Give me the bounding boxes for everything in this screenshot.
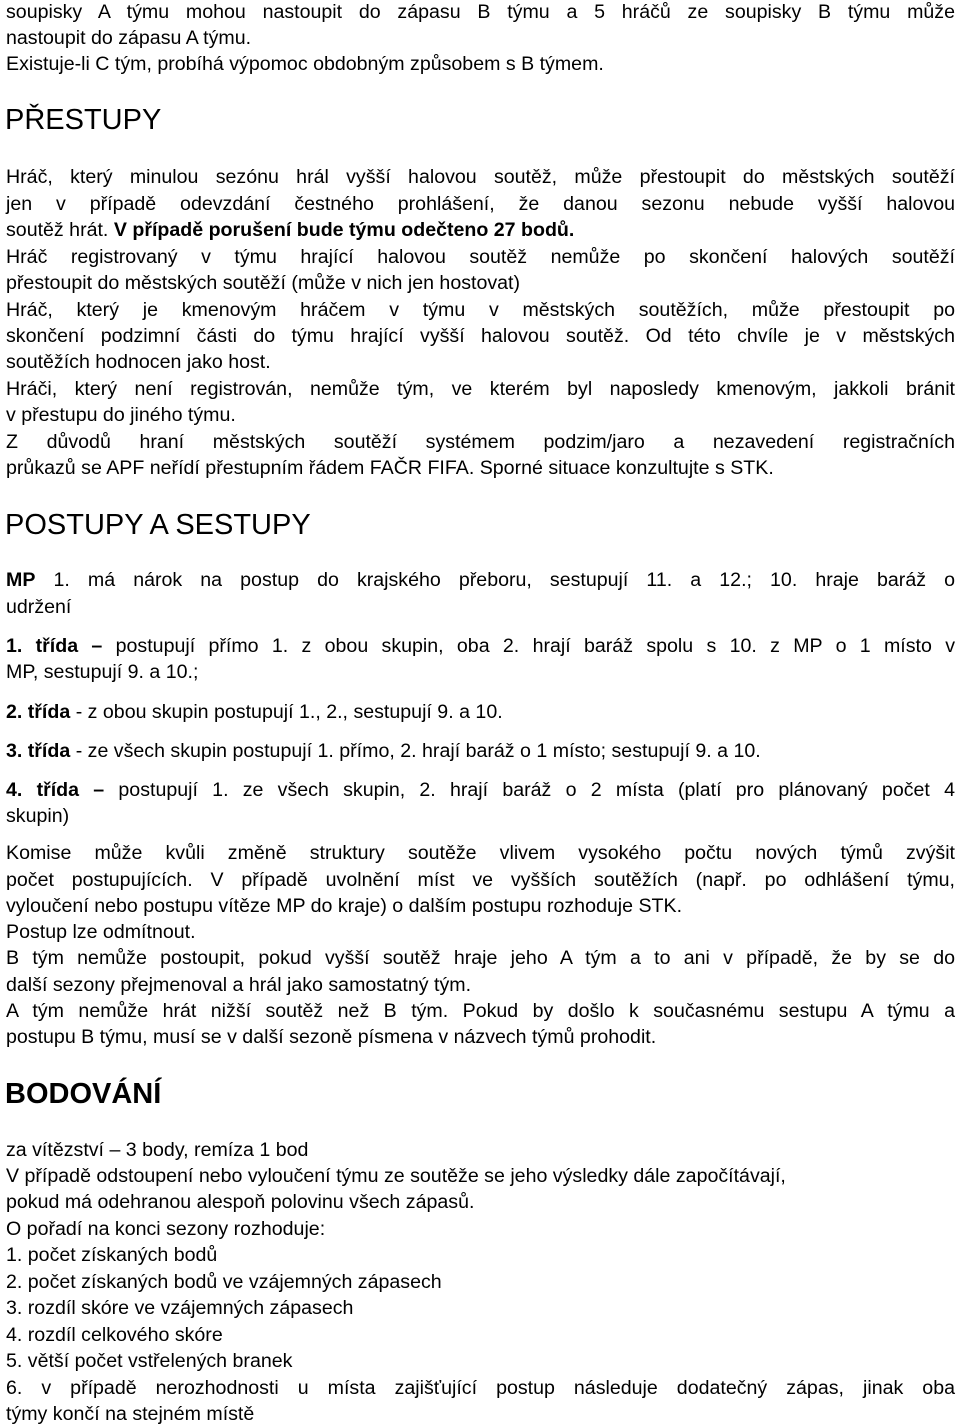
section-heading-prestupy: PŘESTUPY <box>5 104 162 136</box>
league-label: 2. třída <box>6 701 71 723</box>
ranking-criterion: 5. větší počet vstřelených branek <box>6 1350 293 1372</box>
paragraph-line: v přestupu do jiného týmu. <box>6 404 236 426</box>
league-rule-text: - ze všech skupin postupují 1. přímo, 2. hrají baráž o 1 místo; sestupují 9. a 10. <box>70 740 761 762</box>
league-label: 3. třída <box>6 740 71 762</box>
ranking-criterion: týmy končí na stejném místě <box>6 1403 255 1425</box>
league-rule-t1 <box>6 634 955 658</box>
paragraph-line: postupu B týmu, musí se v další sezoně písmena v názvech týmů prohodit. <box>6 1026 657 1048</box>
paragraph-line: Postup lze odmítnout. <box>6 921 196 943</box>
paragraph-line: Hráč registrovaný v týmu hrající halovou soutěž nemůže po skončení halových soutěží <box>6 246 955 268</box>
ranking-criterion: 3. rozdíl skóre ve vzájemných zápasech <box>6 1297 354 1319</box>
league-rule-t1-cont: MP, sestupují 9. a 10.; <box>6 661 199 683</box>
paragraph-line: Hráč, který je kmenovým hráčem v týmu v městských soutěžích, může přestoupit po <box>6 299 955 321</box>
league-rule-text: postupují 1. ze všech skupin, 2. hrají baráž o 2 místa (platí pro plánovaný počet 4 <box>104 779 955 801</box>
intro-line: Existuje-li C tým, probíhá výpomoc obdobným způsobem s B týmem. <box>6 53 604 75</box>
paragraph-line: Hráč, který minulou sezónu hrál vyšší halovou soutěž, může přestoupit do městských soutěží <box>6 166 955 188</box>
paragraph-line: jen v případě odevzdání čestného prohlášení, že danou sezonu nebude vyšší halovou <box>6 193 955 215</box>
ranking-criterion: 2. počet získaných bodů ve vzájemných zápasech <box>6 1271 442 1293</box>
paragraph-line: B tým nemůže postoupit, pokud vyšší soutěž hraje jeho A tým a to ani v případě, že by se do <box>6 947 955 969</box>
penalty-notice: V případě porušení bude týmu odečteno 27 bodů. <box>113 219 575 241</box>
league-rule-t4-cont: skupin) <box>6 805 70 827</box>
paragraph-line: Z důvodů hraní městských soutěží systémem podzim/jaro a nezavedení registračních <box>6 431 955 453</box>
paragraph-line <box>6 218 574 242</box>
paragraph-line: O pořadí na konci sezony rozhoduje: <box>6 1218 326 1240</box>
league-label: MP <box>6 569 36 591</box>
paragraph-line: počet postupujících. V případě uvolnění míst ve vyšších soutěžích (např. po odhlášení týmu, <box>6 869 955 891</box>
section-heading-postupy: POSTUPY A SESTUPY <box>5 509 311 541</box>
paragraph-line: A tým nemůže hrát nižší soutěž než B tým. Pokud by došlo k současnému sestupu A týmu a <box>6 1000 955 1022</box>
league-rule-text: postupují přímo 1. z obou skupin, oba 2. hrají baráž spolu s 10. z MP o 1 místo v <box>102 635 955 657</box>
paragraph-line: přestoupit do městských soutěží (může v nich jen hostovat) <box>6 272 521 294</box>
league-rule-t2 <box>6 700 503 724</box>
league-rule-t3 <box>6 739 761 763</box>
paragraph-line: Komise může kvůli změně struktury soutěže vlivem vysokého počtu nových týmů zvýšit <box>6 842 955 864</box>
ranking-criterion: 4. rozdíl celkového skóre <box>6 1324 223 1346</box>
paragraph-line: skončení podzimní části do týmu hrající vyšší halovou soutěž. Od této chvíle je v městských <box>6 325 955 347</box>
paragraph-line: za vítězství – 3 body, remíza 1 bod <box>6 1139 309 1161</box>
league-rule-text: 1. má nárok na postup do krajského přeboru, sestupují 11. a 12.; 10. hraje baráž o <box>35 569 955 591</box>
paragraph-line: Hráči, který není registrován, nemůže tým, ve kterém byl naposledy kmenovým, jakkoli bránit <box>6 378 955 400</box>
paragraph-text: soutěž hrát. <box>6 219 109 241</box>
league-rule-text: - z obou skupin postupují 1., 2., sestupují 9. a 10. <box>70 701 503 723</box>
paragraph-line: vyloučení nebo postupu vítěze MP do kraje) o dalším postupu rozhoduje STK. <box>6 895 683 917</box>
section-heading-bodovani: BODOVÁNÍ <box>5 1078 162 1110</box>
intro-line: soupisky A týmu mohou nastoupit do zápasu B týmu a 5 hráčů ze soupisky B týmu může <box>6 1 955 23</box>
intro-line: nastoupit do zápasu A týmu. <box>6 27 252 49</box>
paragraph-line: další sezony přejmenoval a hrál jako samostatný tým. <box>6 974 472 996</box>
ranking-criterion: 1. počet získaných bodů <box>6 1244 218 1266</box>
league-rule-t4 <box>6 778 955 802</box>
paragraph-line: průkazů se APF neřídí přestupním řádem FAČR FIFA. Sporné situace konzultujte s STK. <box>6 457 774 479</box>
paragraph-line: V případě odstoupení nebo vyloučení týmu ze soutěže se jeho výsledky dále započítávají, <box>6 1165 786 1187</box>
league-rule-mp <box>6 568 955 592</box>
league-label: 4. třída – <box>6 779 105 801</box>
league-label: 1. třída – <box>6 635 103 657</box>
ranking-criterion: 6. v případě nerozhodnosti u místa zajišťující postup následuje dodatečný zápas, jinak oba <box>6 1377 955 1399</box>
paragraph-line: soutěžích hodnocen jako host. <box>6 351 271 373</box>
league-rule-mp-cont: udržení <box>6 596 72 618</box>
paragraph-line: pokud má odehranou alespoň polovinu všech zápasů. <box>6 1191 475 1213</box>
